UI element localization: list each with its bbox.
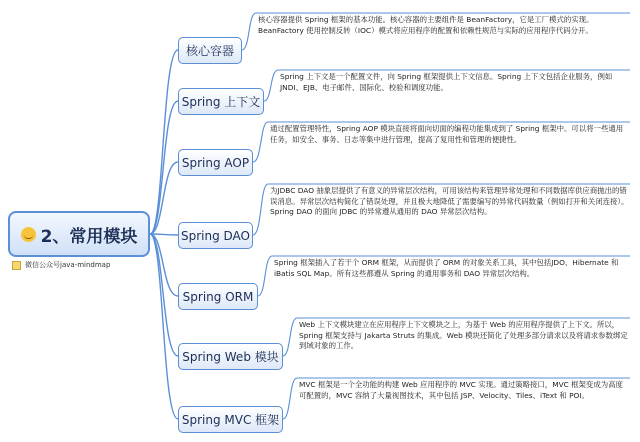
branch-spring-mvc[interactable] [178,406,283,433]
root-title: 2、常用模块 [40,226,138,247]
desc-spring-web: Web 上下文模块建立在应用程序上下文模块之上，为基于 Web 的应用程序提供了上下文。所以，Spring 框架支持与 Jakarta Struts 的集成。Web 模块还简化了处理多部分请求以及将请求参数绑定到域对象的工作。 [299,320,628,351]
branch-label: Spring AOP [181,155,250,170]
root-link-4 [150,234,178,296]
wechat-note [12,258,110,272]
root-link-0 [150,50,178,234]
desc-spring-dao: 为JDBC DAO 抽象层提供了有意义的异常层次结构，可用该结构来管理异常处理和不同数据库供应商抛出的错误消息。异常层次结构简化了错误处理，并且极大地降低了需要编写的异常代码数量（例如打开和关闭连接）。Spring DAO 的面向 JDBC 的异常遵从通用的 DAO 异常层次结构。 [270,186,629,217]
desc-spring-aop: 通过配置管理特性，Spring AOP 模块直接将面向切面的编程功能集成到了 Spring 框架中。可以将一些通用任务，如安全、事务、日志等集中进行管理，提高了复用性和管理的便捷性。 [270,124,624,144]
root-link-2 [150,162,178,234]
root-link-1 [150,101,178,234]
branch-label: 核心容器 [185,44,234,58]
note-icon [12,261,21,270]
root-link-3 [150,234,178,235]
note-text: 微信公众号java-mindmap [25,261,111,269]
desc-core-container: 核心容器提供 Spring 框架的基本功能。核心容器的主要组件是 BeanFactory，它是工厂模式的实现。BeanFactory 使用控制反转（IOC）模式将应用程序的配置和依赖性规范与实际的应用程序代码分开。 [258,15,594,35]
branch-spring-web[interactable] [178,343,283,370]
smiley-emoji-icon [21,227,36,242]
desc-spring-mvc: MVC 框架是一个全功能的构建 Web 应用程序的 MVC 实现。通过策略接口，MVC 框架变成为高度可配置的，MVC 容纳了大量视图技术，其中包括 JSP、Velocity、Tiles、iText 和 POI。 [299,380,623,400]
branch-spring-aop[interactable] [178,149,253,176]
branch-label: Spring Web 模块 [182,350,279,364]
branch-core-container[interactable] [178,37,242,64]
branch-label: Spring MVC 框架 [181,413,280,427]
branch-spring-dao[interactable] [178,222,253,249]
branch-spring-orm[interactable] [178,283,258,310]
desc-spring-context: Spring 上下文是一个配置文件，向 Spring 框架提供上下文信息。Spring 上下文包括企业服务，例如 JNDI、EJB、电子邮件、国际化、校验和调度功能。 [280,72,613,92]
branch-label: Spring 上下文 [181,95,261,109]
desc-spring-orm: Spring 框架插入了若干个 ORM 框架，从而提供了 ORM 的对象关系工具，其中包括JDO、Hibernate 和 iBatis SQL Map。所有这些都遵从 Spring 的通用事务和 DAO 异常层次结构。 [274,258,619,278]
branch-spring-context[interactable] [178,88,264,115]
branch-label: Spring DAO [180,228,250,243]
root-node[interactable] [8,211,150,257]
branch-label: Spring ORM [182,289,254,304]
root-link-6 [150,234,178,419]
